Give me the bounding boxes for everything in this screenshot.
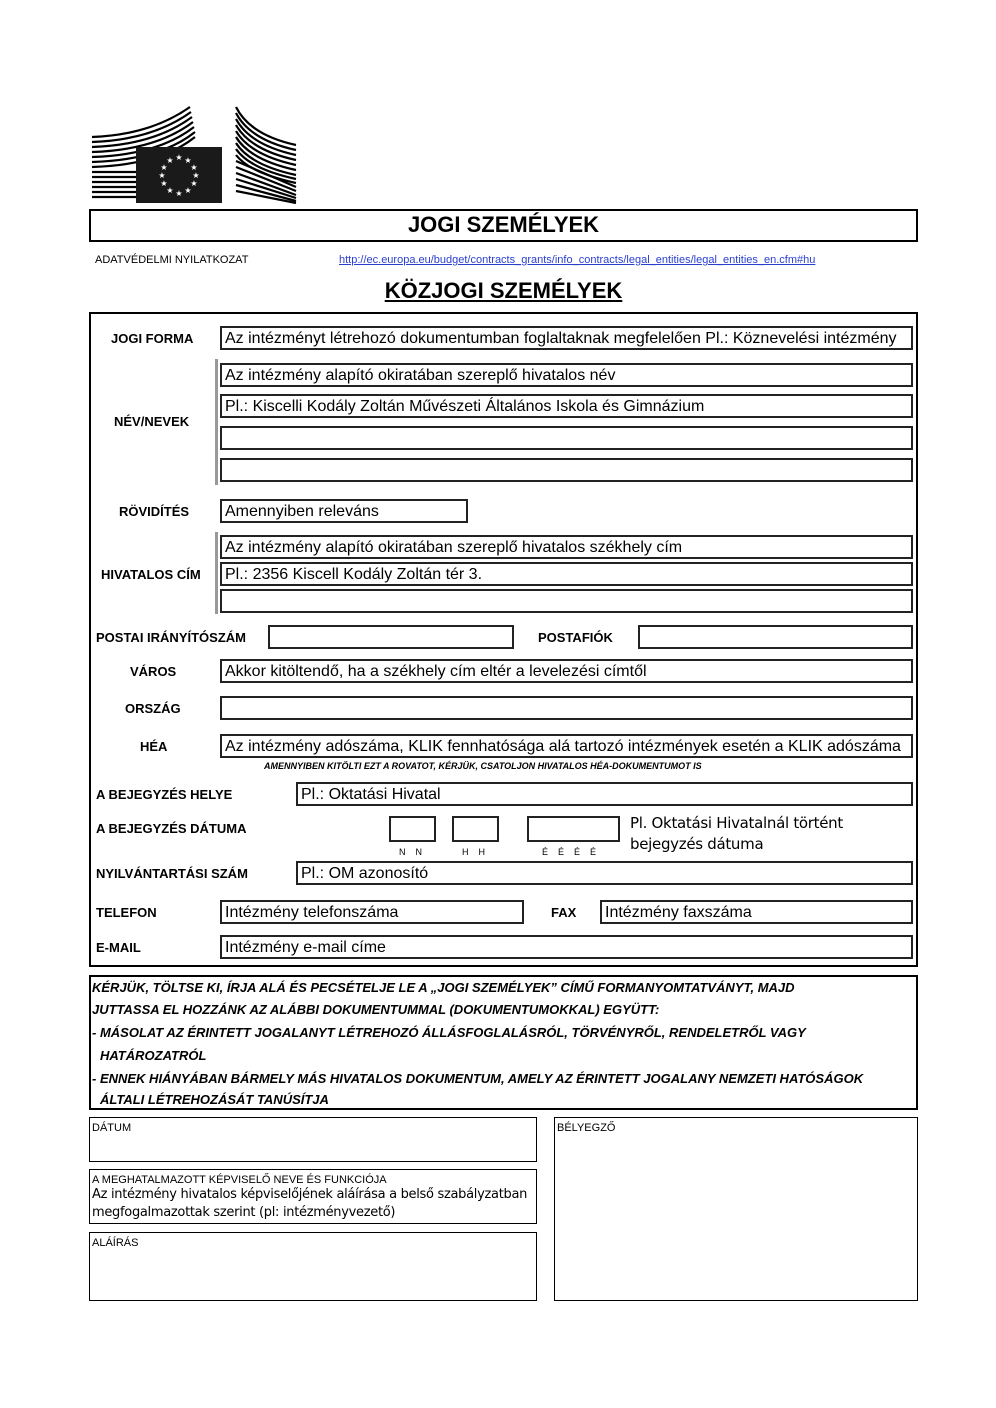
privacy-label: ADATVÉDELMI NYILATKOZAT [95,254,249,266]
stamp-box-label: BÉLYEGZŐ [557,1122,616,1134]
signature-box[interactable] [89,1232,537,1301]
legal-form-label: JOGI FORMA [111,331,194,346]
svg-text:★: ★ [158,171,166,180]
date-year-box[interactable] [527,816,620,842]
instruction-line-6: ÁLTALI LÉTREHOZÁSÁT TANÚSÍTJA [100,1092,329,1107]
phone-label: TELEFON [96,905,157,920]
vat-note: AMENNYIBEN KITÖLTI EZT A ROVATOT, KÉRJÜK, CSATOLJON HIVATALOS HÉA-DOKUMENTUMOT IS [264,761,702,771]
svg-text:★: ★ [190,163,198,172]
city-field[interactable]: Akkor kitöltendő, ha a székhely cím eltér a levelezési címtől [220,659,913,683]
postbox-field[interactable] [638,625,913,649]
address-field-3[interactable] [220,589,913,613]
instruction-line-3: - MÁSOLAT AZ ÉRINTETT JOGALANYT LÉTREHOZÓ ÁLLÁSFOGLALÁSRÓL, TÖRVÉNYRŐL, RENDELETRŐL VAGY [92,1025,806,1040]
fax-label: FAX [551,905,577,920]
svg-text:★: ★ [184,186,192,195]
date-day-box[interactable] [389,816,436,842]
instruction-line-4: HATÁROZATRÓL [100,1048,207,1063]
reg-date-note-2: bejegyzés dátuma [630,835,764,853]
postbox-label: POSTAFIÓK [538,630,613,645]
vat-field[interactable]: Az intézmény adószáma, KLIK fennhatósága alá tartozó intézmények esetén a KLIK adószáma [220,734,913,758]
name-field-1[interactable]: Az intézmény alapító okiratában szereplő hivatalos név [220,363,913,387]
signature-label: ALÁÍRÁS [92,1237,139,1249]
svg-text:★: ★ [160,179,168,188]
date-month-hint: H H [462,847,486,857]
fax-field[interactable]: Intézmény faxszáma [600,900,913,924]
stamp-box[interactable] [554,1117,918,1301]
svg-text:★: ★ [184,156,192,165]
vat-label: HÉA [140,739,168,754]
date-box[interactable] [89,1117,537,1162]
names-label: NÉV/NEVEK [114,414,190,429]
instruction-line-1: KÉRJÜK, TÖLTSE KI, ÍRJA ALÁ ÉS PECSÉTELJE LE A „JOGI SZEMÉLYEK” CÍMŰ FORMANYOMTATVÁNYT, MAJD [92,980,795,995]
date-day-hint: N N [399,847,423,857]
european-commission-logo [90,105,300,205]
privacy-link[interactable]: http://ec.europa.eu/budget/contracts_grants/info_contracts/legal_entities/legal_entities_en.cfm#hu [339,254,816,266]
address-bracket [215,532,218,614]
representative-text-1: Az intézmény hivatalos képviselőjének aláírása a belső szabályzatban [92,1187,528,1202]
svg-text:★: ★ [192,171,200,180]
country-field[interactable] [220,696,913,720]
date-box-label: DÁTUM [92,1122,132,1134]
address-field-2[interactable]: Pl.: 2356 Kiscell Kodály Zoltán tér 3. [220,562,913,586]
date-year-hint: É É É É [542,847,597,857]
abbrev-field[interactable]: Amennyiben releváns [220,499,468,523]
date-month-box[interactable] [452,816,499,842]
reg-num-field[interactable]: Pl.: OM azonosító [296,861,913,885]
country-label: ORSZÁG [125,701,181,716]
svg-text:★: ★ [190,179,198,188]
instruction-line-5: - ENNEK HIÁNYÁBAN BÁRMELY MÁS HIVATALOS DOKUMENTUM, AMELY AZ ÉRINTETT JOGALANY NEMZETI HATÓSÁGOK [92,1071,864,1086]
representative-text-2: megfogalmazottak szerint (pl: intézményvezető) [92,1205,396,1220]
name-field-3[interactable] [220,426,913,450]
name-field-4[interactable] [220,458,913,482]
representative-label: A MEGHATALMAZOTT KÉPVISELŐ NEVE ÉS FUNKCIÓJA [92,1174,387,1186]
instructions-box [89,975,918,1110]
names-bracket [215,359,218,485]
svg-text:★: ★ [166,186,174,195]
postcode-label: POSTAI IRÁNYÍTÓSZÁM [96,630,246,645]
reg-place-field[interactable]: Pl.: Oktatási Hivatal [296,782,913,806]
page-title: JOGI SZEMÉLYEK [407,212,600,237]
svg-text:★: ★ [166,156,174,165]
reg-date-label: A BEJEGYZÉS DÁTUMA [96,821,247,836]
subtitle: KÖZJOGI SZEMÉLYEK [384,278,623,303]
legal-form-field[interactable]: Az intézményt létrehozó dokumentumban foglaltaknak megfelelően Pl.: Köznevelési intézmény [220,326,913,350]
address-field-1[interactable]: Az intézmény alapító okiratában szereplő hivatalos székhely cím [220,535,913,559]
abbrev-label: RÖVIDÍTÉS [119,504,190,519]
svg-text:★: ★ [175,153,183,162]
city-label: VÁROS [130,664,177,679]
phone-field[interactable]: Intézmény telefonszáma [220,900,524,924]
reg-num-label: NYILVÁNTARTÁSI SZÁM [96,866,248,881]
reg-date-note-1: Pl. Oktatási Hivatalnál történt [630,814,843,832]
svg-text:★: ★ [175,189,183,198]
svg-text:★: ★ [160,163,168,172]
email-label: E-MAIL [96,940,141,955]
name-field-2[interactable]: Pl.: Kiscelli Kodály Zoltán Művészeti Általános Iskola és Gimnázium [220,394,913,418]
postcode-field[interactable] [268,625,514,649]
address-label: HIVATALOS CÍM [101,567,201,582]
instruction-line-2: JUTTASSA EL HOZZÁNK AZ ALÁBBI DOKUMENTUMMAL (DOKUMENTUMOKKAL) EGYÜTT: [92,1002,660,1017]
reg-place-label: A BEJEGYZÉS HELYE [96,787,233,802]
email-field[interactable]: Intézmény e-mail címe [220,935,913,959]
